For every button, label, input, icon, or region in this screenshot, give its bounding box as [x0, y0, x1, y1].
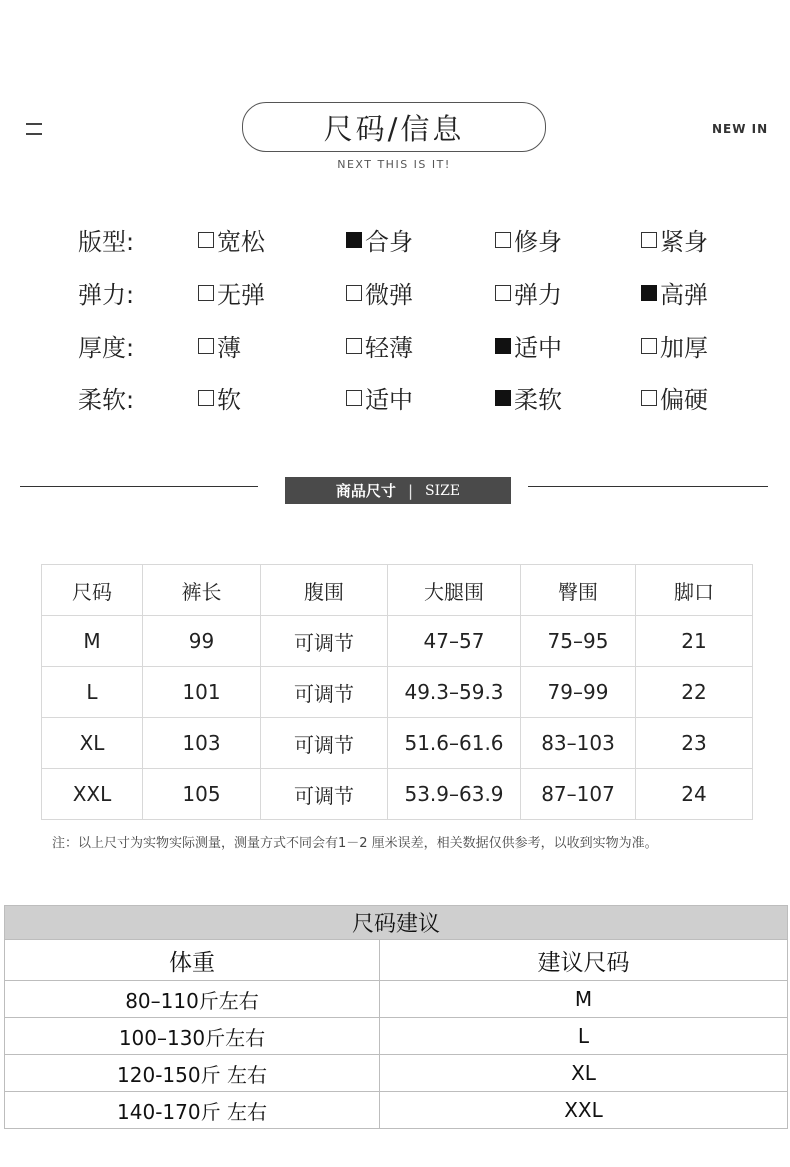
checkbox-icon: [198, 285, 214, 301]
attr-option: 加厚: [641, 328, 708, 363]
banner-separator: |: [407, 481, 413, 500]
checkbox-icon: [495, 285, 511, 301]
table-row: [5, 1018, 788, 1055]
attr-option: 宽松: [198, 222, 265, 257]
table-cell: 100–130斤左右: [5, 1018, 380, 1055]
table-cell: 21: [636, 616, 753, 667]
checkbox-checked-icon: [346, 232, 362, 248]
table-cell: 可调节: [261, 616, 388, 667]
attr-label-stretch: 弹力:: [78, 281, 135, 309]
attr-option: 适中: [346, 380, 413, 415]
attr-option: 合身: [346, 222, 413, 257]
table-cell: 99: [143, 616, 261, 667]
checkbox-icon: [641, 390, 657, 406]
table-cell: 101: [143, 667, 261, 718]
page-subtitle: NEXT THIS IS IT!: [337, 158, 451, 171]
attr-option: 偏硬: [641, 380, 708, 415]
header-cell: 尺码: [42, 565, 143, 616]
table-cell: 79–99: [521, 667, 636, 718]
attr-label-fit: 版型:: [78, 228, 135, 256]
recommend-title: 尺码建议: [5, 906, 788, 940]
table-cell: XXL: [380, 1092, 788, 1129]
checkbox-icon: [198, 390, 214, 406]
attr-option: 紧身: [641, 222, 708, 257]
table-cell: 51.6–61.6: [388, 718, 521, 769]
checkbox-icon: [495, 232, 511, 248]
attr-option: 轻薄: [346, 328, 413, 363]
attr-option: 薄: [198, 328, 241, 363]
table-cell: XXL: [42, 769, 143, 820]
table-cell: L: [380, 1018, 788, 1055]
divider-left: [20, 486, 258, 487]
table-cell: 可调节: [261, 718, 388, 769]
checkbox-icon: [346, 285, 362, 301]
table-cell: M: [42, 616, 143, 667]
header-cell: 建议尺码: [380, 940, 788, 981]
table-row: [42, 718, 753, 769]
table-cell: 24: [636, 769, 753, 820]
checkbox-checked-icon: [495, 338, 511, 354]
size-table: [41, 564, 753, 820]
attr-option: 适中: [495, 328, 562, 363]
table-row: [42, 667, 753, 718]
measurement-note: 注：以上尺寸为实物实际测量，测量方式不同会有1－2 厘米误差，相关数据仅供参考，以收到实物为准。: [52, 836, 658, 851]
checkbox-icon: [346, 390, 362, 406]
table-row: [42, 769, 753, 820]
banner-title-cn: 商品尺寸: [335, 482, 396, 500]
checkbox-checked-icon: [641, 285, 657, 301]
header-cell: 体重: [5, 940, 380, 981]
menu-icon[interactable]: [26, 122, 42, 136]
attr-option: 软: [198, 380, 241, 415]
table-cell: 83–103: [521, 718, 636, 769]
table-cell: XL: [42, 718, 143, 769]
table-row: [5, 1055, 788, 1092]
checkbox-icon: [641, 338, 657, 354]
checkbox-icon: [198, 232, 214, 248]
header-cell: 臀围: [521, 565, 636, 616]
header-cell: 腹围: [261, 565, 388, 616]
size-table-header: [42, 565, 753, 616]
table-cell: 可调节: [261, 769, 388, 820]
header-cell: 大腿围: [388, 565, 521, 616]
checkbox-icon: [346, 338, 362, 354]
header-cell: 裤长: [143, 565, 261, 616]
table-cell: 140-170斤 左右: [5, 1092, 380, 1129]
table-cell: L: [42, 667, 143, 718]
table-cell: 22: [636, 667, 753, 718]
table-cell: 49.3–59.3: [388, 667, 521, 718]
table-cell: XL: [380, 1055, 788, 1092]
table-cell: 105: [143, 769, 261, 820]
recommend-header-row: [5, 940, 788, 981]
header-cell: 脚口: [636, 565, 753, 616]
attr-option: 无弹: [198, 275, 265, 310]
page-title-text: 尺码/信息: [323, 111, 465, 146]
divider-right: [528, 486, 768, 487]
new-in-badge: NEW IN: [712, 122, 769, 136]
table-cell: 可调节: [261, 667, 388, 718]
table-cell: 103: [143, 718, 261, 769]
table-cell: 75–95: [521, 616, 636, 667]
table-cell: 80–110斤左右: [5, 981, 380, 1018]
table-cell: 47–57: [388, 616, 521, 667]
size-section-banner: [285, 477, 511, 504]
table-cell: 120-150斤 左右: [5, 1055, 380, 1092]
table-row: [5, 981, 788, 1018]
table-cell: 87–107: [521, 769, 636, 820]
table-cell: M: [380, 981, 788, 1018]
table-row: [42, 616, 753, 667]
size-recommendation-table: [4, 905, 788, 1129]
attr-option: 柔软: [495, 380, 562, 415]
checkbox-checked-icon: [495, 390, 511, 406]
page-title: [242, 102, 546, 152]
attr-label-softness: 柔软:: [78, 386, 135, 414]
attr-option: 修身: [495, 222, 562, 257]
table-cell: 53.9–63.9: [388, 769, 521, 820]
recommend-title-row: [5, 906, 788, 940]
attr-option: 微弹: [346, 275, 413, 310]
attr-option: 高弹: [641, 275, 708, 310]
checkbox-icon: [641, 232, 657, 248]
banner-title-en: SIZE: [425, 482, 461, 499]
table-row: [5, 1092, 788, 1129]
attr-option: 弹力: [495, 275, 562, 310]
table-cell: 23: [636, 718, 753, 769]
attr-label-thickness: 厚度:: [78, 334, 135, 362]
checkbox-icon: [198, 338, 214, 354]
